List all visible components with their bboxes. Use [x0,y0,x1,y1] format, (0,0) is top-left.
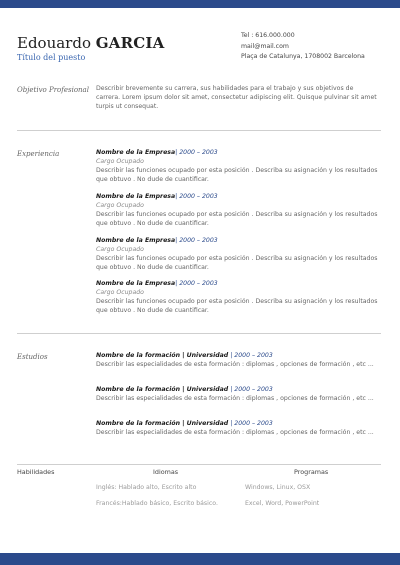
experience-entry [96,148,386,184]
education-entry [96,351,386,369]
education-label: Estudios [17,353,48,361]
section-divider [17,464,381,465]
job-title: Título del puesto [17,53,86,62]
section-divider [17,130,381,131]
objective-text: Describir brevemente su carrera, sus habilidades para el trabajo y sus objetivos de carrera. Lorem ipsum dolor sit amet, consectetur adipiscing elit. Quisque pulvinar sit amet turpis ut consequat. [96,85,377,111]
contact-block [241,31,365,63]
entry-title: Nombre de la Empresa| 2000 – 2003 [96,280,218,287]
bottom-accent-bar [0,553,400,565]
program-item: Excel, Word, PowerPoint [245,500,320,507]
experience-entry [96,279,386,315]
objective-label: Objetivo Profesional [17,86,89,94]
contact-phone: Tel : 616.000.000 [241,32,295,39]
entry-description: Describir las funciones ocupado por esta posición . Describa su asignación y los resultados que obtuvo . No dude de cuantificar. [96,255,378,272]
entry-title: Nombre de la Empresa| 2000 – 2003 [96,149,218,156]
entry-title: Nombre de la formación | Universidad | 2000 – 2003 [96,352,273,359]
entry-description: Describir las funciones ocupado por esta posición . Describa su asignación y los resultados que obtuvo . No dude de cuantificar. [96,167,378,184]
experience-entry [96,236,386,272]
skills-label: Habilidades [17,468,55,476]
experience-entry [96,192,386,228]
experience-label: Experiencia [17,150,60,158]
education-entry [96,385,386,403]
entry-role: Cargo Ocupado [96,202,144,209]
entry-title: Nombre de la Empresa| 2000 – 2003 [96,237,218,244]
entry-role: Cargo Ocupado [96,289,144,296]
entry-title: Nombre de la formación | Universidad | 2000 – 2003 [96,386,273,393]
entry-title: Nombre de la formación | Universidad | 2000 – 2003 [96,420,273,427]
candidate-name: Edouardo GARCIA [17,34,165,52]
languages-label: Idiomas [153,468,179,476]
entry-description: Describir las funciones ocupado por esta posición . Describa su asignación y los resultados que obtuvo . No dude de cuantificar. [96,211,378,228]
entry-role: Cargo Ocupado [96,158,144,165]
language-item: Inglés: Hablado alto, Escrito alto [96,484,197,491]
programs-label: Programas [294,468,329,476]
education-entry [96,419,386,437]
entry-title: Nombre de la Empresa| 2000 – 2003 [96,193,218,200]
section-divider [17,333,381,334]
entry-description: Describir las especialidades de esta formación : diplomas , opciones de formación , etc ... [96,395,374,402]
entry-description: Describir las funciones ocupado por esta posición . Describa su asignación y los resultados que obtuvo . No dude de cuantificar. [96,298,378,315]
language-item: Francés:Hablado básico, Escrito básico. [96,500,218,507]
contact-address: Plaça de Catalunya, 1708002 Barcelona [241,53,365,60]
entry-description: Describir las especialidades de esta formación : diplomas , opciones de formación , etc ... [96,361,374,368]
top-accent-bar [0,0,400,8]
contact-email: mail@mail.com [241,42,289,50]
entry-role: Cargo Ocupado [96,246,144,253]
program-item: Windows, Linux, OSX [245,484,311,491]
entry-description: Describir las especialidades de esta formación : diplomas , opciones de formación , etc ... [96,429,374,436]
